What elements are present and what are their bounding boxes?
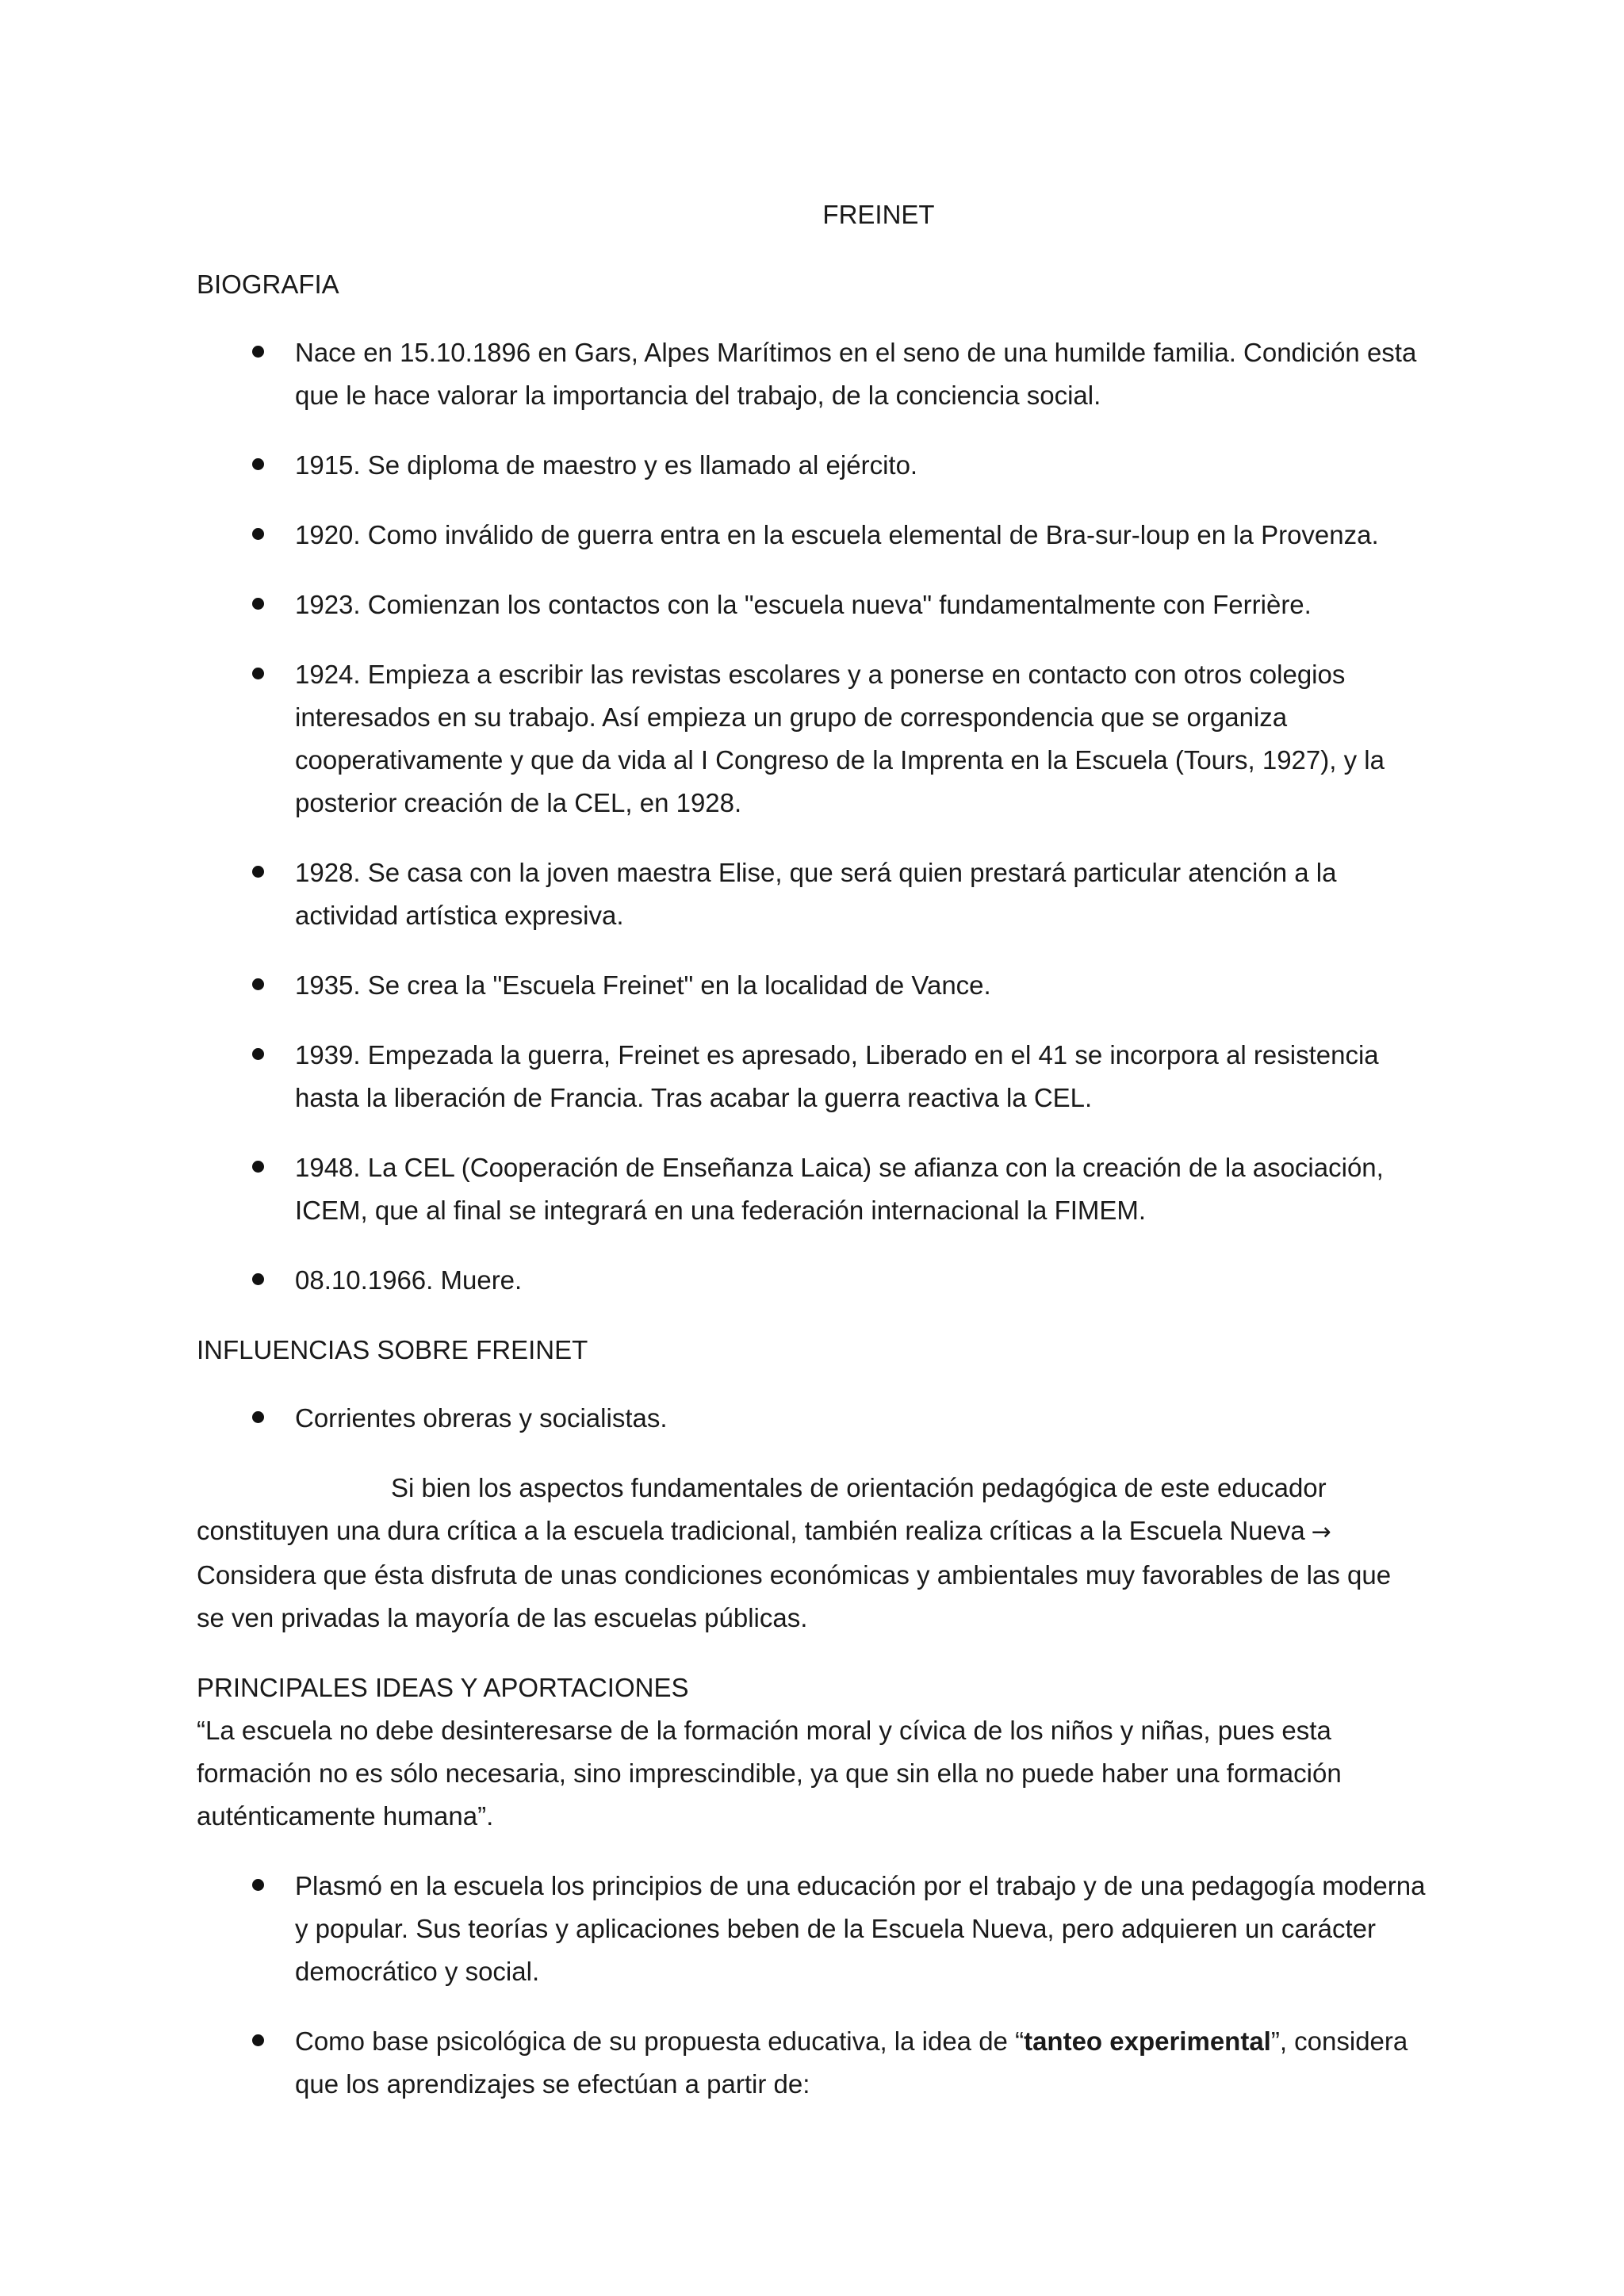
biography-list [197, 331, 1434, 1302]
paragraph-text: Si bien los aspectos fundamentales de orientación pedagógica de este educador constituyen una dura crítica a la escuela tradicional, también realiza críticas a la Escuela Nueva [197, 1473, 1327, 1545]
list-item-text: 1920. Como inválido de guerra entra en la escuela elemental de Bra-sur-loup en la Provenza. [295, 520, 1379, 549]
bullet-icon [252, 1048, 264, 1060]
list-item [197, 1034, 1437, 1119]
list-item-text: 1924. Empieza a escribir las revistas escolares y a ponerse en contacto con otros colegios interesados en su trabajo. Así empieza un grupo de correspondencia que se organiza cooperativamente y que da vida al I Congreso de la Imprenta en la Escuela (Tours, 1927), y la posterior creación de la CEL, en 1928. [295, 660, 1385, 817]
document-title: FREINET [822, 200, 935, 229]
list-item [197, 514, 1437, 557]
list-item-text: Plasmó en la escuela los principios de una educación por el trabajo y de una pedagogía moderna y popular. Sus teorías y aplicaciones beben de la Escuela Nueva, pero adquieren un carácter democrático y social. [295, 1871, 1426, 1986]
list-item [197, 1397, 1437, 1440]
list-item-text: 08.10.1966. Muere. [295, 1265, 523, 1295]
paragraph-text-cont: Considera que ésta disfruta de unas condiciones económicas y ambientales muy favorables de las que se ven privadas la mayoría de las escuelas públicas. [197, 1560, 1392, 1632]
list-item-text: 1928. Se casa con la joven maestra Elise, que será quien prestará particular atención a la actividad artística expresiva. [295, 858, 1337, 930]
list-item-text: 1915. Se diploma de maestro y es llamado al ejército. [295, 450, 918, 480]
list-item-text-before: Como base psicológica de su propuesta educativa, la idea de “ [295, 2026, 1025, 2056]
bullet-icon [252, 458, 264, 470]
bullet-icon [252, 528, 264, 540]
list-item [197, 964, 1437, 1007]
bullet-icon [252, 1879, 264, 1891]
influences-list [197, 1397, 1434, 1440]
list-item [197, 444, 1437, 487]
biography-heading: BIOGRAFIA [197, 270, 339, 299]
bullet-icon [252, 866, 264, 878]
bullet-icon [252, 598, 264, 610]
influences-paragraph [197, 1467, 1402, 1640]
list-item [197, 653, 1437, 825]
bullet-icon [252, 2034, 264, 2046]
ideas-heading: PRINCIPALES IDEAS Y APORTACIONES [197, 1673, 689, 1702]
bullet-icon [252, 1161, 264, 1173]
bullet-icon [252, 1411, 264, 1423]
list-item-text: Corrientes obreras y socialistas. [295, 1403, 668, 1433]
bullet-icon [252, 978, 264, 990]
bullet-icon [252, 346, 264, 358]
list-item-text: 1939. Empezada la guerra, Freinet es apresado, Liberado en el 41 se incorpora al resistencia hasta la liberación de Francia. Tras acabar la guerra reactiva la CEL. [295, 1040, 1379, 1112]
bullet-icon [252, 668, 264, 679]
list-item [197, 1865, 1437, 1993]
list-item [197, 1259, 1437, 1302]
list-item [197, 2020, 1437, 2106]
list-item [197, 1146, 1437, 1232]
list-item [197, 851, 1437, 937]
arrow-right-icon: → [1311, 1518, 1331, 1546]
influences-heading: INFLUENCIAS SOBRE FREINET [197, 1335, 588, 1364]
bullet-icon [252, 1273, 264, 1285]
list-item-text: 1935. Se crea la "Escuela Freinet" en la localidad de Vance. [295, 970, 991, 1000]
ideas-quote: “La escuela no debe desinteresarse de la formación moral y cívica de los niños y niñas, pues esta formación no es sólo necesaria, sino imprescindible, ya que sin ella no puede haber una formación auténticamente humana”. [197, 1716, 1342, 1831]
list-item-text: 1948. La CEL (Cooperación de Enseñanza Laica) se afianza con la creación de la asociación, ICEM, que al final se integrará en una federación internacional la FIMEM. [295, 1153, 1384, 1225]
list-item-text: 1923. Comienzan los contactos con la "escuela nueva" fundamentalmente con Ferrière. [295, 590, 1312, 619]
document-content [197, 193, 1434, 2133]
list-item-text-after: ”, considera que los aprendizajes se efectúan a partir de: [295, 2026, 1408, 2099]
ideas-list [197, 1865, 1434, 2106]
bold-term: tanteo experimental [1024, 2026, 1271, 2056]
list-item-text: Nace en 15.10.1896 en Gars, Alpes Marítimos en el seno de una humilde familia. Condición esta que le hace valorar la importancia del trabajo, de la conciencia social. [295, 338, 1417, 410]
list-item [197, 584, 1437, 626]
list-item [197, 331, 1437, 417]
